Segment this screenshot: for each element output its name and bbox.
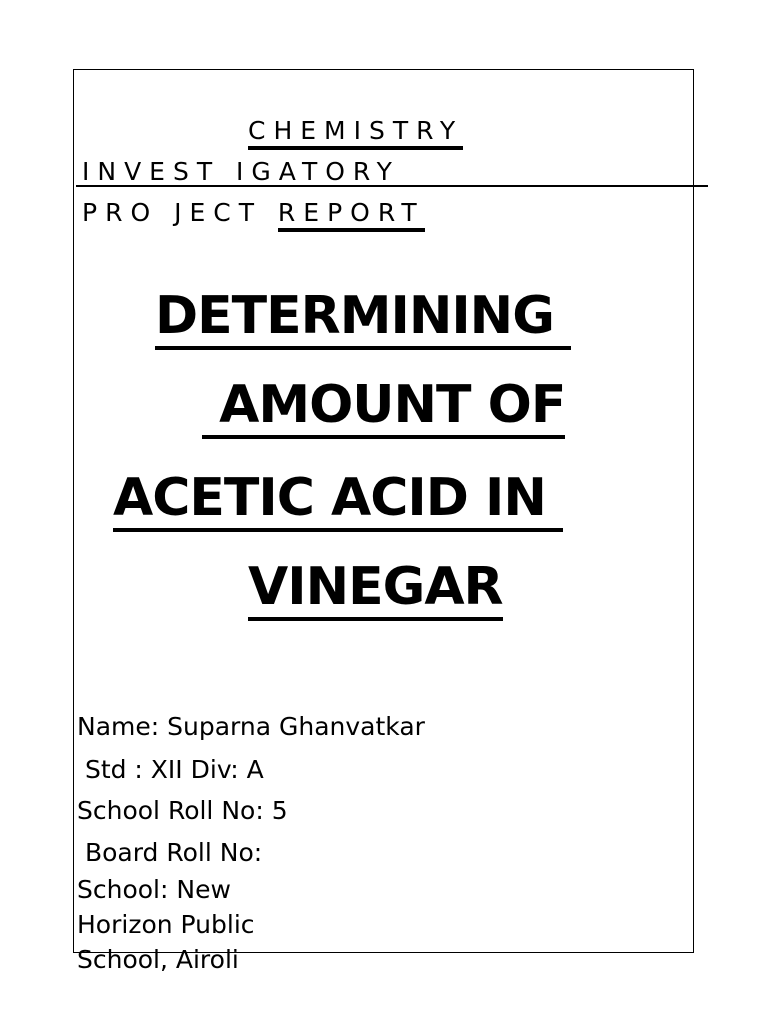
title-line-2: [202, 375, 565, 435]
school-name-line-3: School, Airoli: [77, 945, 239, 974]
header-rule: [76, 185, 708, 187]
title-line-3: [113, 468, 563, 528]
school-name-line-2: Horizon Public: [77, 910, 255, 939]
header-chemistry: [248, 116, 463, 146]
title-line-2-text: AMOUNT OF: [202, 375, 565, 439]
school-roll-no: School Roll No: 5: [77, 796, 288, 825]
title-line-1: [155, 286, 571, 346]
student-std: Std : XII Div: A: [77, 755, 264, 784]
header-chemistry-text: CHEMISTRY: [248, 116, 463, 150]
header-report-text: REPORT: [278, 198, 425, 232]
board-roll-no: Board Roll No:: [77, 838, 263, 867]
header-investigatory: INVEST IGATORY: [82, 157, 400, 186]
title-line-4: [248, 557, 503, 617]
title-line-1-text: DETERMINING: [155, 286, 571, 350]
header-project-report: [82, 198, 425, 228]
student-name: Name: Suparna Ghanvatkar: [77, 712, 425, 741]
title-line-3-text: ACETIC ACID IN: [113, 468, 563, 532]
school-name-line-1: School: New: [77, 875, 231, 904]
title-line-4-text: VINEGAR: [248, 557, 503, 621]
header-project-text: PRO JECT: [82, 198, 278, 227]
